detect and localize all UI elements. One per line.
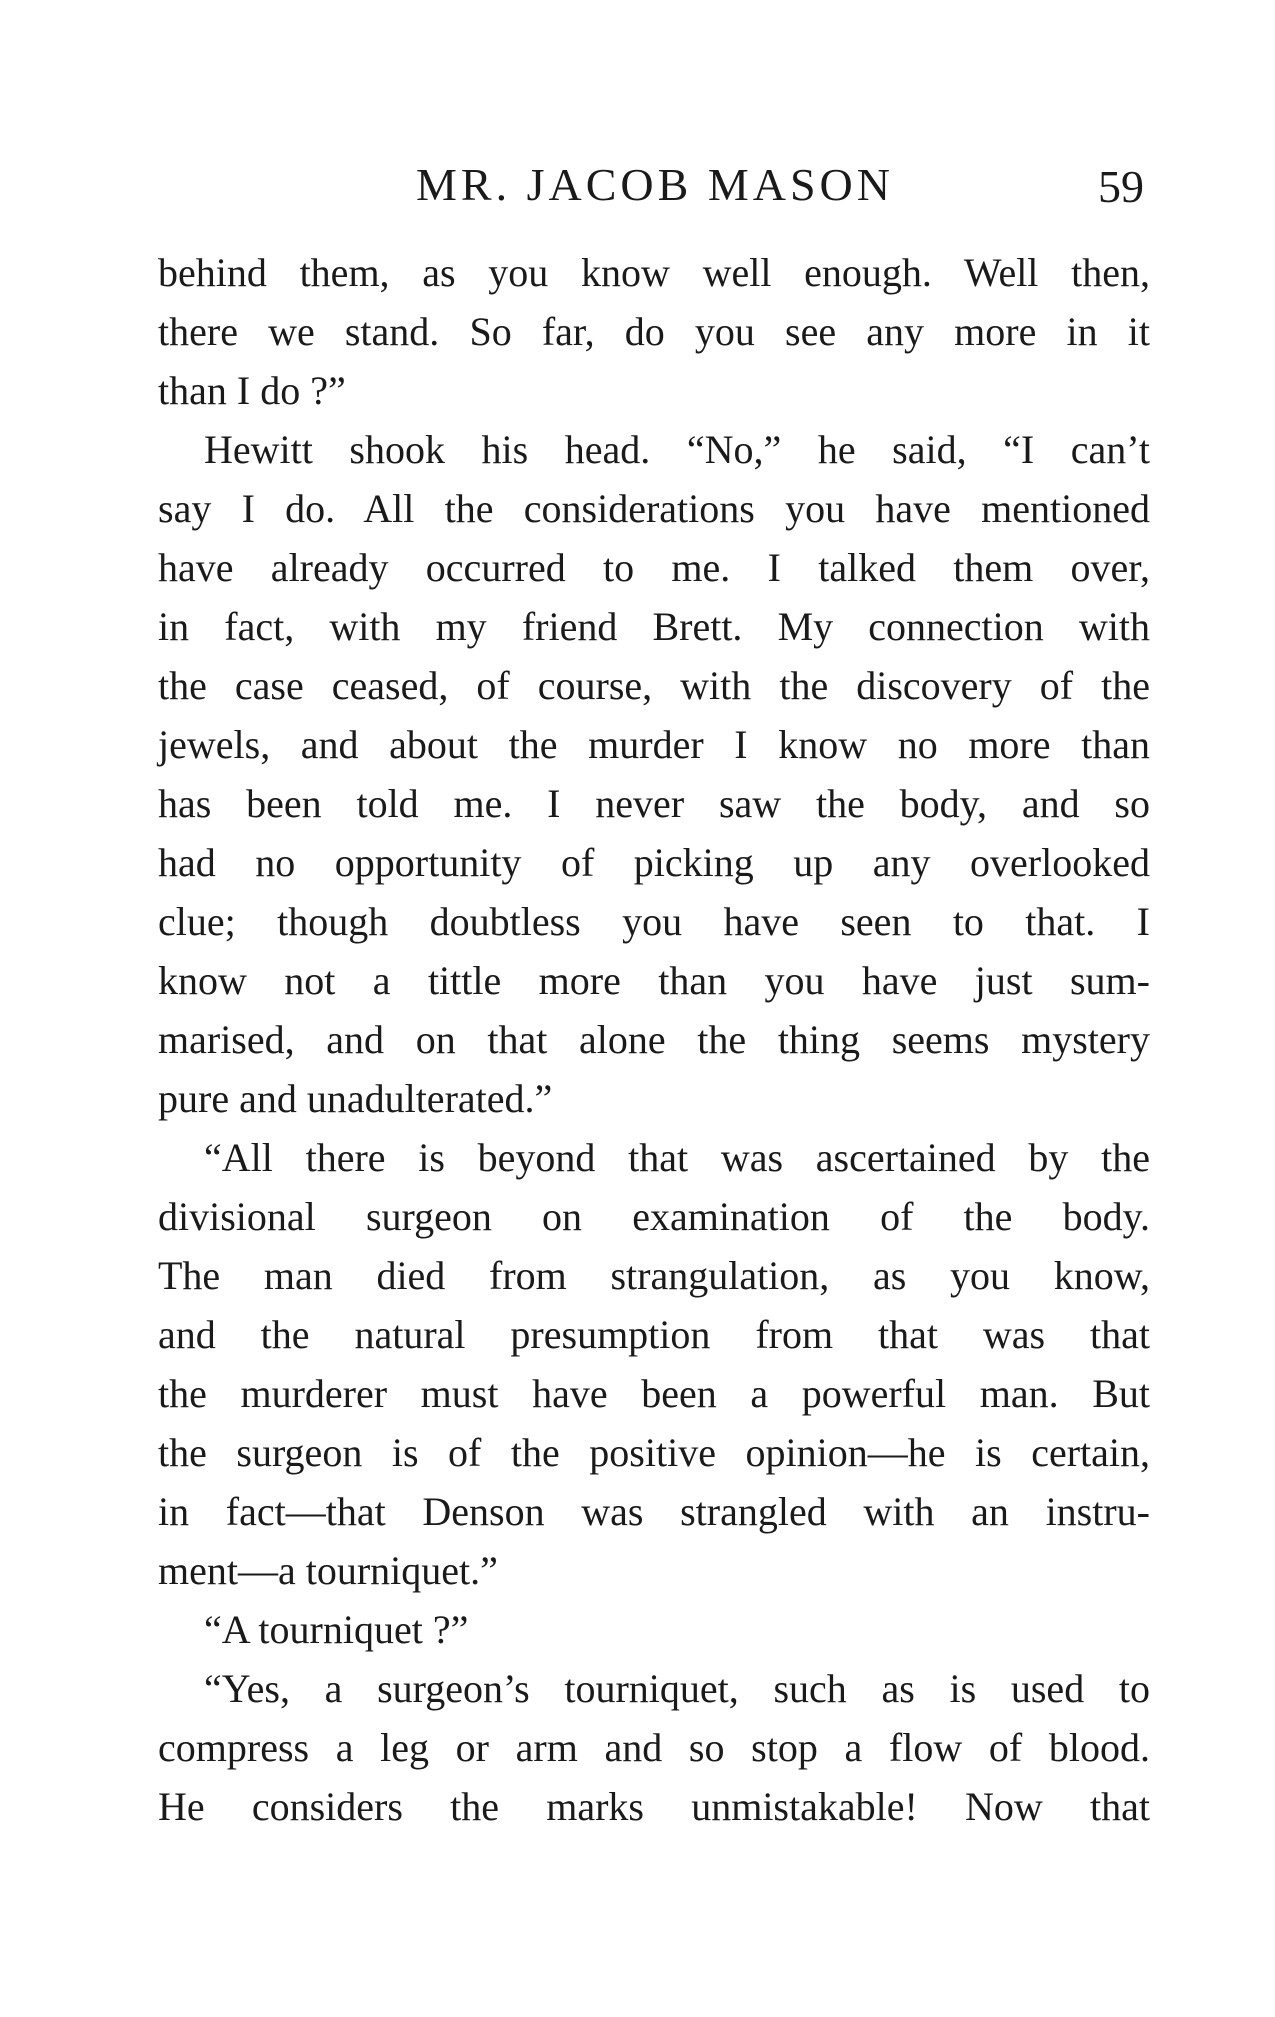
text-line: ment—a tourniquet.” xyxy=(158,1548,498,1593)
text-line: than I do ?” xyxy=(158,368,346,413)
text-line: The man died from strangulation, as you know, xyxy=(158,1253,1150,1298)
text-line: and the natural presumption from that was that xyxy=(158,1312,1150,1357)
text-line: jewels, and about the murder I know no more than xyxy=(158,722,1150,767)
text-line: “All there is beyond that was ascertained by the xyxy=(204,1135,1150,1180)
running-head xyxy=(160,152,1150,222)
text-line: has been told me. I never saw the body, and so xyxy=(158,781,1150,826)
text-line: know not a tittle more than you have just sum- xyxy=(158,958,1150,1003)
text-line: He considers the marks unmistakable! Now that xyxy=(158,1784,1150,1829)
text-line: there we stand. So far, do you see any more in it xyxy=(158,309,1150,354)
text-line: have already occurred to me. I talked them over, xyxy=(158,545,1150,590)
text-line: had no opportunity of picking up any overlooked xyxy=(158,840,1150,885)
text-line: “A tourniquet ?” xyxy=(204,1607,469,1652)
text-line: marised, and on that alone the thing seems mystery xyxy=(158,1017,1150,1062)
text-line: the case ceased, of course, with the discovery of the xyxy=(158,663,1150,708)
text-line: behind them, as you know well enough. Well then, xyxy=(158,250,1150,295)
text-line: the murderer must have been a powerful man. But xyxy=(158,1371,1150,1416)
text-line: in fact—that Denson was strangled with an instru- xyxy=(158,1489,1150,1534)
text-line: in fact, with my friend Brett. My connection with xyxy=(158,604,1150,649)
text-line: compress a leg or arm and so stop a flow of blood. xyxy=(158,1725,1150,1770)
page-number: 59 xyxy=(1098,161,1144,212)
text-line: “Yes, a surgeon’s tourniquet, such as is used to xyxy=(204,1666,1150,1711)
text-line: say I do. All the considerations you have mentioned xyxy=(158,486,1150,531)
text-line: the surgeon is of the positive opinion—he is certain, xyxy=(158,1430,1150,1475)
text-line: Hewitt shook his head. “No,” he said, “I can’t xyxy=(204,427,1150,472)
text-line: pure and unadulterated.” xyxy=(158,1076,553,1121)
text-line: divisional surgeon on examination of the body. xyxy=(158,1194,1150,1239)
text-line: clue; though doubtless you have seen to that. I xyxy=(158,899,1150,944)
body-text xyxy=(158,243,1150,1836)
running-head-title: MR. JACOB MASON xyxy=(416,159,894,210)
